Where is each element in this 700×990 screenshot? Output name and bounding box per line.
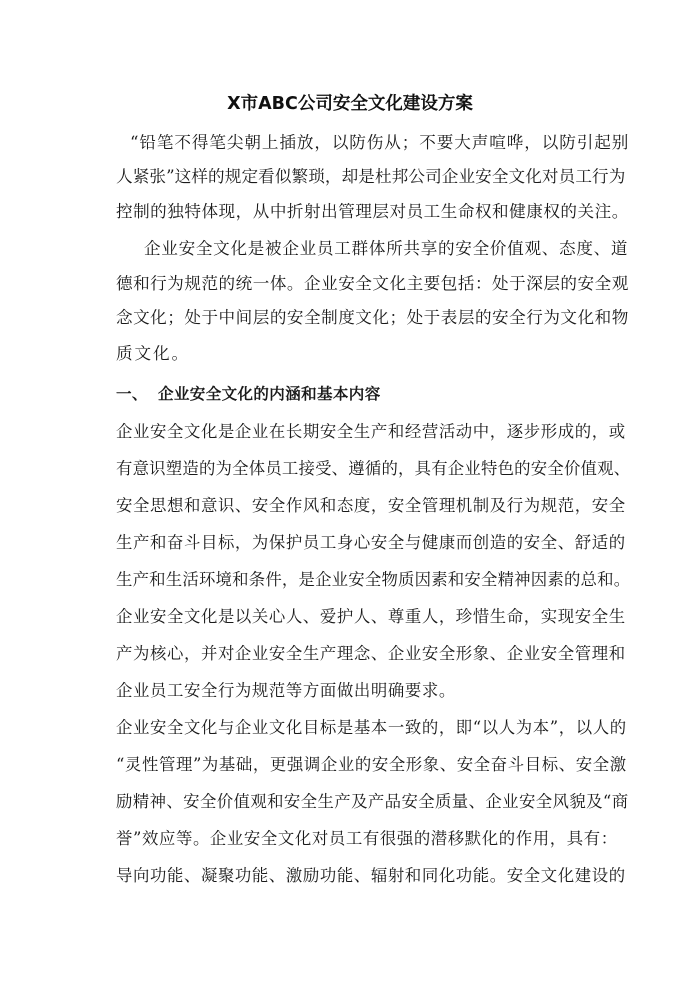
section-1-paragraph-1-line: 安全思想和意识、安全作风和态度，安全管理机制及行为规范，安全 [116, 496, 626, 515]
section-1-paragraph-2-line: 企业安全文化是以关心人、爱护人、尊重人，珍惜生命，实现安全生 [116, 607, 626, 626]
section-1-paragraph-3-line: 誉”效应等。企业安全文化对员工有很强的潜移默化的作用，具有： [116, 829, 618, 848]
paragraph-1-line: “铅笔不得笔尖朝上插放，以防伤从；不要大声喧哗，以防引起别 [130, 133, 630, 152]
paragraph-2-line: 质文化。 [116, 344, 190, 363]
section-1-paragraph-3-line: 导向功能、凝聚功能、激励功能、辐射和同化功能。安全文化建设的 [116, 866, 626, 885]
section-1-title: 企业安全文化的内涵和基本内容 [158, 385, 381, 403]
paragraph-1-line: 人紧张”这样的规定看似繁琐，却是杜邦公司企业安全文化对员工行为 [116, 167, 626, 186]
section-1-paragraph-1-line: 企业安全文化是企业在长期安全生产和经营活动中，逐步形成的，或 [116, 422, 626, 441]
section-1-paragraph-2-line: 企业员工安全行为规范等方面做出明确要求。 [116, 681, 456, 700]
section-1-paragraph-3-line: 励精神、安全价值观和安全生产及产品安全质量、企业安全风貌及“商 [116, 792, 629, 811]
paragraph-2-line: 德和行为规范的统一体。企业安全文化主要包括：处于深层的安全观 [116, 274, 629, 293]
document-title: X市ABC公司安全文化建设方案 [227, 94, 473, 114]
section-1-paragraph-1-line: 生产和奋斗目标，为保护员工身心安全与健康而创造的安全、舒适的 [116, 533, 626, 552]
section-1-heading [116, 383, 381, 405]
section-1-paragraph-1-line: 生产和生活环境和条件，是企业安全物质因素和安全精神因素的总和。 [116, 570, 631, 589]
section-1-paragraph-1-line: 有意识塑造的为全体员工接受、遵循的，具有企业特色的安全价值观、 [116, 459, 631, 478]
paragraph-2-line: 念文化；处于中间层的安全制度文化；处于表层的安全行为文化和物 [116, 308, 629, 327]
section-1-paragraph-2-line: 产为核心，并对企业安全生产理念、企业安全形象、企业安全管理和 [116, 644, 626, 663]
paragraph-1-line: 控制的独特体现，从中折射出管理层对员工生命权和健康权的关注。 [116, 202, 629, 221]
paragraph-2-line: 企业安全文化是被企业员工群体所共享的安全价值观、态度、道 [144, 239, 629, 258]
section-1-paragraph-3-line: 企业安全文化与企业文化目标是基本一致的，即“以人为本”，以人的 [116, 718, 627, 737]
section-1-paragraph-3-line: “灵性管理”为基础，更强调企业的安全形象、安全奋斗目标、安全激 [116, 755, 627, 774]
section-1-number: 一、 [116, 385, 148, 403]
